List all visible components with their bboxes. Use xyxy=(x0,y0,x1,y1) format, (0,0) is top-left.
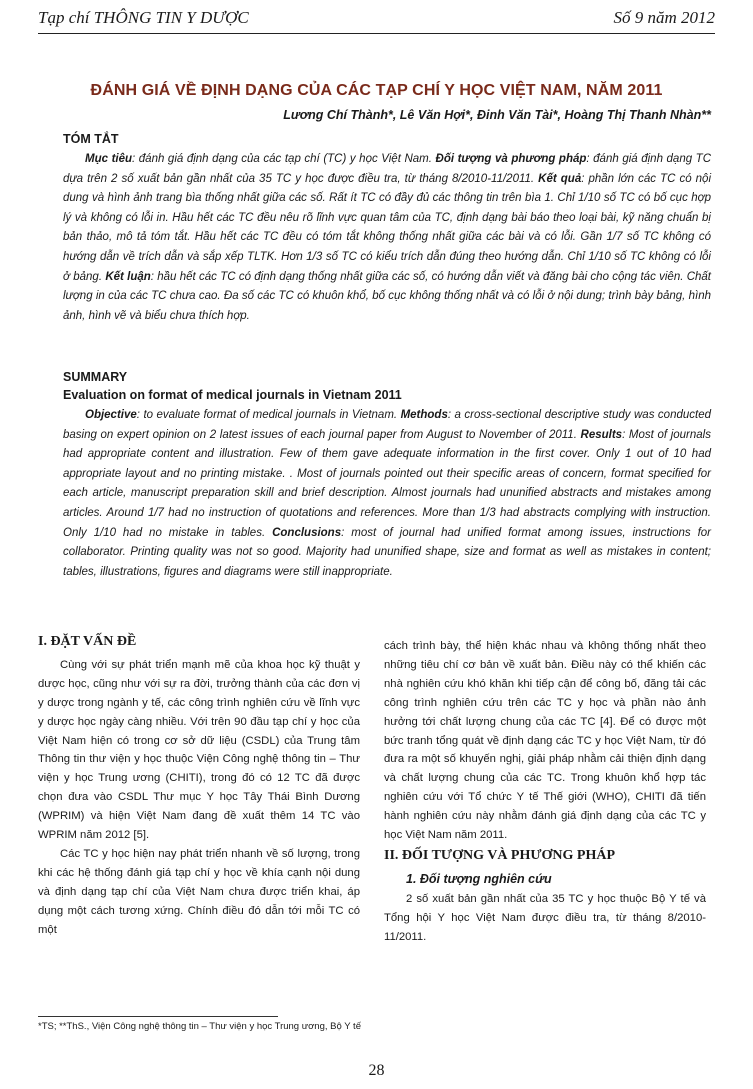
running-header xyxy=(38,6,715,32)
results-text-en: : Most of journals had appropriate content and illustration. Few of them gave adequate information in the first cover. Only 1 out of 10 had appropriate layout and no printing mistake. . Most of journals pointed out their specific areas of concern, format specified for each article, manuscript preparation skill and brief description. Almost journals had ununified abstracts and mistakes among articles. Around 1/7 had no instruction of quotations and references. More than 1/3 had abstracts complying with instruction. Only 1/10 had no mistake in tables. xyxy=(63,428,711,539)
methods-label-en: Methods xyxy=(400,409,448,421)
results-label-vi: Kết quả xyxy=(538,172,582,185)
abstract-vi-heading: TÓM TẮT xyxy=(63,132,119,146)
page-number: 28 xyxy=(368,1062,385,1079)
methods-text-vi: : đánh giá định dạng TC dựa trên 2 số xuất bản gần nhất của 35 TC y học được điều tra, từ tháng 8/2010-11/2011. xyxy=(63,153,712,185)
results-text-vi: : phần lớn các TC có nội dung và hình ảnh trang bìa thống nhất giữa các số. Rất ít TC có đầy đủ các thông tin trên bìa 1. Chỉ 1/10 số TC có bố cục hợp lý và không có lỗi in. Hầu hết các TC đều nêu rõ lĩnh vực quan tâm của TC, định dạng bài báo theo loại bài, kỹ năng chuẩn bị bản thảo, mô tả tóm tắt. Hầu hết các TC đều có tóm tắt không thống nhất giữa các bài và có lỗi. Gần 1/7 số TC không có hướng dẫn về trích dẫn và sắp xếp TLTK. Hơn 1/3 số TC có kiểu trích dẫn đúng theo hướng dẫn. Chỉ 1/10 số TC không có lỗi ở bảng. xyxy=(63,172,711,283)
section-1-heading: I. ĐẶT VẤN ĐỀ xyxy=(38,634,137,649)
conclusion-label-en: Conclusions xyxy=(272,526,342,539)
author-footnote: *TS; **ThS., Viện Công nghệ thông tin – Thư viện y học Trung ương, Bộ Y tế xyxy=(38,1021,361,1032)
subsection-1-heading: 1. Đối tượng nghiên cứu xyxy=(406,871,552,886)
objective-text-vi: : đánh giá định dạng của các tạp chí (TC) y học Việt Nam. xyxy=(132,153,436,165)
issue-number: Số 9 năm 2012 xyxy=(613,8,715,27)
objective-text-en: : to evaluate format of medical journals in Vietnam. xyxy=(136,409,401,421)
journal-name: Tạp chí THÔNG TIN Y DƯỢC xyxy=(38,8,249,27)
section-2-heading: II. ĐỐI TƯỢNG VÀ PHƯƠNG PHÁP xyxy=(384,847,616,863)
abstract-en-body xyxy=(63,406,711,582)
abstract-vi-body xyxy=(63,150,711,326)
objective-label-vi: Mục tiêu xyxy=(85,153,133,165)
results-label-en: Results xyxy=(580,428,623,441)
section-1-paragraph-1: Cùng với sự phát triển mạnh mẽ của khoa học kỹ thuật y dược học, cũng như với sự ra đời, trưởng thành của các đơn vị y dược trong ngành y tế, các công trình nghiên cứu về lĩnh vực y dược học ngày càng nhiều. Với trên 90 đầu tạp chí y học của Việt Nam hiện có trong cơ sở dữ liệu (CSDL) của Trung tâm Thông tin thư viện y học thuộc Viện Công nghệ thông tin – Thư viện y học Trung ương (CHITI), trong đó có 12 TC đã được chọn đưa vào CSDL Thư mục Y học Tây Thái Bình Dương (WPRIM) và hiện Việt Nam đang đề xuất thêm 14 TC vào WPRIM năm 2012 [5]. xyxy=(38,658,360,842)
article-authors: Lương Chí Thành*, Lê Văn Hợi*, Đinh Văn Tài*, Hoàng Thị Thanh Nhàn** xyxy=(283,108,711,122)
conclusion-text-vi: : hầu hết các TC có định dạng thống nhất giữa các số, có hướng dẫn viết và đăng bài cho cộng tác viên. Chất lượng in của các TC chưa cao. Đa số các TC có khuôn khổ, bố cục không thống nhất và có lỗi ở nội dung; trình bày bảng, hình ảnh, hình vẽ và biểu chưa thích hợp. xyxy=(63,270,711,322)
section-1-paragraph-3: cách trình bày, thể hiện khác nhau và không thống nhất theo những tiêu chí cơ bản về xuất bản. Điều này có thể khiến các nhà nghiên cứu khó khăn khi tiếp cận để công bố, đăng tải các công trình nghiên cứu trên các TC y học và phần nào ảnh hưởng tới chất lượng chung của các TC [4]. Để có được một bức tranh tổng quát về định dạng các TC y học Việt Nam, từ đó đưa ra một số khuyến nghị, giải pháp nhằm cải thiện định dạng và chất lượng chung của các TC. Trong khuôn khổ hợp tác nghiên cứu với Tổ chức Y tế Thế giới (WHO), CHITI đã tiến hành nghiên cứu này nhằm đánh giá định dạng của các TC y học Việt Nam năm 2011. xyxy=(384,640,706,842)
right-column xyxy=(384,637,706,947)
conclusion-label-vi: Kết luận xyxy=(105,270,151,283)
summary-title: Evaluation on format of medical journals in Vietnam 2011 xyxy=(63,388,402,402)
section-2-paragraph-1: 2 số xuất bản gần nhất của 35 TC y học thuộc Bộ Y tế và Tổng hội Y học Việt Nam được điều tra, từ tháng 8/2010-11/2011. xyxy=(384,892,706,943)
conclusion-text-en: : most of journal had unified format among issues, instructions for collaborator. Printing quality was not so good. Majority had ununified shape, size and format as well as mistakes in content; tables, illustrations, figures and diagrams were still inappropriate. xyxy=(63,526,712,578)
methods-label-vi: Đối tượng và phương pháp xyxy=(435,153,587,165)
methods-text-en: : a cross-sectional descriptive study was conducted basing on expert opinion on 2 latest issues of each journal paper from August to November of 2011. xyxy=(63,409,711,441)
summary-heading: SUMMARY xyxy=(63,370,128,384)
objective-label-en: Objective xyxy=(85,409,137,421)
header-rule xyxy=(38,33,715,34)
article-title: ĐÁNH GIÁ VỀ ĐỊNH DẠNG CỦA CÁC TẠP CHÍ Y HỌC VIỆT NAM, NĂM 2011 xyxy=(90,82,663,99)
section-1-paragraph-2: Các TC y học hiện nay phát triển nhanh về số lượng, trong khi các hệ thống đánh giá tạp chí y học về khía cạnh nội dung và định dạng tạp chí của Việt Nam chưa được triển khai, áp dụng một cách tương xứng. Chính điều đó dẫn tới mỗi TC có một xyxy=(38,847,360,936)
footnote-rule xyxy=(38,1016,278,1017)
left-column xyxy=(38,633,360,940)
